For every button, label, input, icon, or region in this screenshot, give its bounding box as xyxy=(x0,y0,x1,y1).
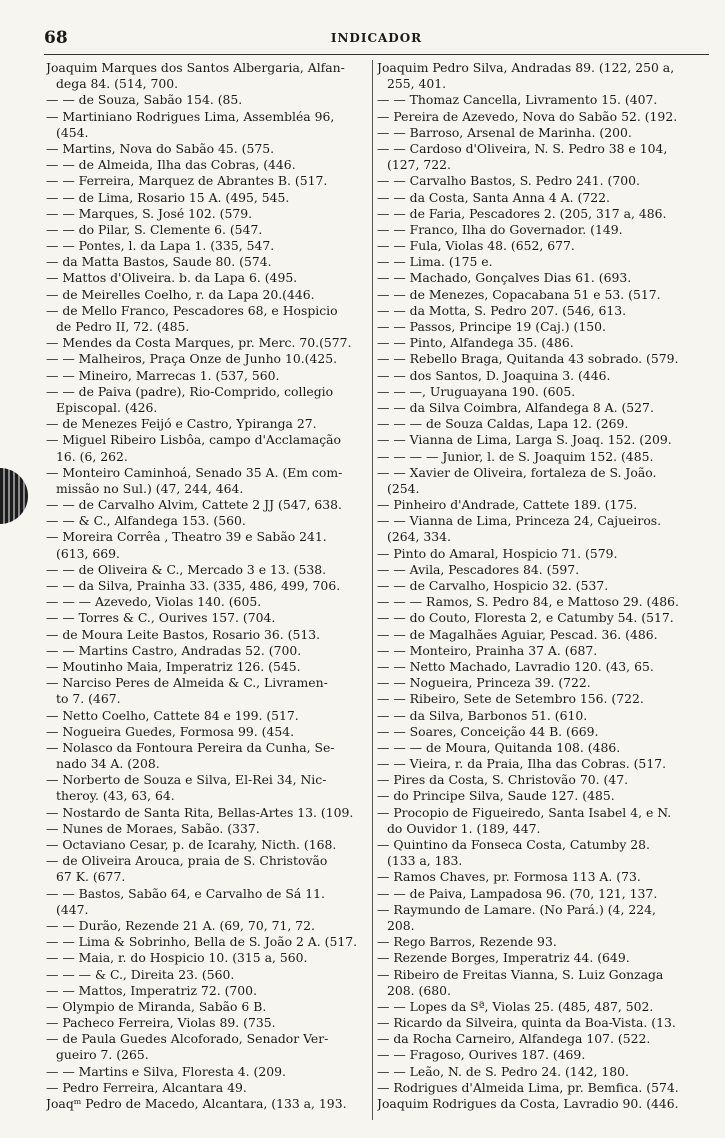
directory-entry-line: — Martins, Nova do Sabão 45. (575. xyxy=(46,140,275,156)
directory-entry-line: — Miguel Ribeiro Lisbôa, campo d'Acclamação xyxy=(46,432,342,448)
directory-entry-line: — Netto Coelho, Cattete 84 e 199. (517. xyxy=(46,707,299,723)
directory-entry-line: (454. xyxy=(56,124,89,140)
directory-entry-line: — Mattos d'Oliveira. b. da Lapa 6. (495. xyxy=(46,270,298,286)
directory-entry-line: — Narciso Peres de Almeida & C., Livramen- xyxy=(46,675,328,691)
directory-entry-line: — — — de Souza Caldas, Lapa 12. (269. xyxy=(377,416,629,432)
directory-entry-line: — Pinto do Amaral, Hospicio 71. (579. xyxy=(377,545,618,561)
directory-entry-line: 67 K. (677. xyxy=(56,869,126,885)
directory-entry-line: do Ouvidor 1. (189, 447. xyxy=(387,820,541,836)
directory-entry-line: — Ramos Chaves, pr. Formosa 113 A. (73. xyxy=(377,869,641,885)
directory-entry-line: — — Vianna de Lima, Larga S. Joaq. 152. (209. xyxy=(377,432,672,448)
directory-entry-line: nado 34 A. (208. xyxy=(56,756,160,772)
directory-entry-line: — de Oliveira Arouca, praia de S. Christovão xyxy=(46,853,328,869)
directory-entry-line: Joaquim Marques dos Santos Albergaria, Alfan- xyxy=(46,60,345,75)
running-title: INDICADOR xyxy=(330,31,423,45)
directory-entry-line: — Nolasco da Fontoura Pereira da Cunha, Se- xyxy=(46,739,335,755)
directory-entry-line: — — dos Santos, D. Joaquina 3. (446. xyxy=(377,367,611,383)
directory-entry-line: — — de Souza, Sabão 154. (85. xyxy=(46,92,243,108)
directory-entry-line: — Pereira de Azevedo, Nova do Sabão 52. (192. xyxy=(377,108,678,124)
directory-entry-line: de Pedro II, 72. (485. xyxy=(56,319,190,334)
directory-entry-line: — — de Almeida, Ilha das Cobras, (446. xyxy=(46,157,296,173)
directory-entry-line: — — da Silva Coimbra, Alfandega 8 A. (527. xyxy=(377,399,654,415)
page-header xyxy=(44,28,709,50)
directory-entry-line: — — de Magalhães Aguiar, Pescad. 36. (486. xyxy=(377,626,658,642)
page-number: 68 xyxy=(44,28,68,48)
directory-entry-line: — — de Paiva, Lampadosa 96. (70, 121, 137. xyxy=(377,885,658,901)
directory-entry-line: — Pires da Costa, S. Christovão 70. (47. xyxy=(377,772,629,788)
directory-entry-line: — — Netto Machado, Lavradio 120. (43, 65. xyxy=(377,658,654,674)
directory-entry-line: — — Fragoso, Ourives 187. (469. xyxy=(377,1047,586,1063)
directory-entry-line: (133 a, 183. xyxy=(387,853,463,869)
directory-entry-line: — — de Carvalho Alvim, Cattete 2 JJ (547, 638. xyxy=(46,497,342,513)
directory-entry-line: — — Mattos, Imperatriz 72. (700. xyxy=(46,982,258,998)
directory-entry-line: — Quintino da Fonseca Costa, Catumby 28. xyxy=(377,837,650,852)
directory-entry-line: — — de Lima, Rosario 15 A. (495, 545. xyxy=(46,189,290,205)
directory-entry-line: — — do Couto, Floresta 2, e Catumby 54. (517. xyxy=(377,610,674,626)
directory-entry-line: — — Ferreira, Marquez de Abrantes B. (517. xyxy=(46,173,328,189)
directory-entry-line: — — Avila, Pescadores 84. (597. xyxy=(377,561,580,577)
directory-entry-line: — — Ribeiro, Sete de Setembro 156. (722. xyxy=(377,691,644,707)
directory-entry-line: — — Machado, Gonçalves Dias 61. (693. xyxy=(377,270,632,286)
directory-entry-line: (127, 722. xyxy=(387,157,451,173)
directory-entry-line: — — da Silva, Barbonos 51. (610. xyxy=(377,707,588,723)
directory-entry-line: — Ricardo da Silveira, quinta da Boa-Vista. (13. xyxy=(377,1015,676,1031)
directory-entry-line: — Nunes de Moraes, Sabão. (337. xyxy=(46,820,260,836)
directory-entry-line: — — Marques, S. José 102. (579. xyxy=(46,205,253,221)
directory-entry-line: — Ribeiro de Freitas Vianna, S. Luiz Gonzaga xyxy=(377,966,664,982)
directory-entry-line: — — de Oliveira & C., Mercado 3 e 13. (538. xyxy=(46,561,327,577)
directory-entry-line: (447. xyxy=(56,901,89,917)
directory-entry-line: — — Franco, Ilha do Governador. (149. xyxy=(377,221,623,237)
directory-entry-line: — do Principe Silva, Saude 127. (485. xyxy=(377,788,615,804)
directory-entry-line: — — de Paiva (padre), Rio-Comprido, collegio xyxy=(46,383,334,399)
directory-entry-line: to 7. (467. xyxy=(56,691,121,707)
directory-entry-line: (254. xyxy=(387,480,420,496)
directory-entry-line: — — Martins e Silva, Floresta 4. (209. xyxy=(46,1063,286,1079)
directory-entry-line: — — Passos, Principe 19 (Caj.) (150. xyxy=(377,319,606,334)
directory-entry-line: dega 84. (514, 700. xyxy=(56,76,179,92)
directory-entry-line: — — — Ramos, S. Pedro 84, e Mattoso 29. (486. xyxy=(377,594,679,610)
directory-entry-line: — — Barroso, Arsenal de Marinha. (200. xyxy=(377,124,632,140)
directory-entry-line: — — Pontes, l. da Lapa 1. (335, 547. xyxy=(46,238,275,254)
directory-entry-line: — Moutinho Maia, Imperatriz 126. (545. xyxy=(46,658,301,674)
directory-entry-line: — — Lima. (175 e. xyxy=(377,254,493,270)
directory-entry-line: — — Bastos, Sabão 64, e Carvalho de Sá 11. xyxy=(46,885,325,901)
directory-entry-line: — de Mello Franco, Pescadores 68, e Hospicio xyxy=(46,302,338,318)
column-divider xyxy=(372,60,373,1120)
directory-entry-line: — Pinheiro d'Andrade, Cattete 189. (175. xyxy=(377,497,638,513)
directory-entry-line: — da Matta Bastos, Saude 80. (574. xyxy=(46,254,272,270)
directory-entry-line: — — de Faria, Pescadores 2. (205, 317 a, 486. xyxy=(377,205,667,221)
directory-entry-line: 16. (6, 262. xyxy=(56,448,128,464)
directory-entry-line: missão no Sul.) (47, 244, 464. xyxy=(56,480,244,496)
directory-entry-line: — de Menezes Feijó e Castro, Ypiranga 27. xyxy=(46,416,317,432)
directory-entry-line: — Nogueira Guedes, Formosa 99. (454. xyxy=(46,723,295,739)
directory-entry-line: — — — & C., Direita 23. (560. xyxy=(46,966,235,982)
directory-entry-line: — — Mineiro, Marrecas 1. (537, 560. xyxy=(46,367,280,383)
directory-entry-line: — — Thomaz Cancella, Livramento 15. (407. xyxy=(377,92,658,108)
directory-entry-line: Joaquim Rodrigues da Costa, Lavradio 90. (446. xyxy=(377,1096,679,1111)
directory-entry-line: — — Soares, Conceição 44 B. (669. xyxy=(377,723,599,739)
left-column xyxy=(46,60,372,1112)
directory-entry-line: — — Fula, Violas 48. (652, 677. xyxy=(377,238,575,254)
directory-entry-line: — — Pinto, Alfandega 35. (486. xyxy=(377,335,574,351)
directory-entry-line: 208. xyxy=(387,917,415,933)
directory-entry-line: Episcopal. (426. xyxy=(56,399,158,415)
directory-entry-line: — — Nogueira, Princeza 39. (722. xyxy=(377,675,591,691)
directory-entry-line: — Moreira Corrêa , Theatro 39 e Sabão 241. xyxy=(46,529,327,545)
directory-entry-line: — Olympio de Miranda, Sabão 6 B. xyxy=(46,998,267,1014)
directory-entry-line: — — Lopes da Sª, Violas 25. (485, 487, 502. xyxy=(377,998,654,1014)
directory-entry-line: — Norberto de Souza e Silva, El-Rei 34, Nic- xyxy=(46,772,327,788)
directory-entry-line: — — Maia, r. do Hospicio 10. (315 a, 560. xyxy=(46,950,308,966)
directory-entry-line: — — da Motta, S. Pedro 207. (546, 613. xyxy=(377,302,627,318)
directory-entry-line: — — do Pilar, S. Clemente 6. (547. xyxy=(46,221,263,237)
directory-entry-line: — — Torres & C., Ourives 157. (704. xyxy=(46,610,276,626)
right-column xyxy=(377,60,709,1112)
directory-entry-line: 208. (680. xyxy=(387,982,451,998)
directory-entry-line: — — — Azevedo, Violas 140. (605. xyxy=(46,594,262,610)
directory-entry-line: — — Cardoso d'Oliveira, N. S. Pedro 38 e 104, xyxy=(377,140,668,156)
directory-entry-line: — de Meirelles Coelho, r. da Lapa 20.(446. xyxy=(46,286,315,302)
directory-entry-line: — Rego Barros, Rezende 93. xyxy=(377,934,557,950)
directory-entry-line: — — Martins Castro, Andradas 52. (700. xyxy=(46,642,302,658)
directory-entry-line: gueiro 7. (265. xyxy=(56,1047,149,1063)
directory-entry-line: — da Rocha Carneiro, Alfandega 107. (522. xyxy=(377,1031,651,1047)
directory-entry-line: — Raymundo de Lamare. (No Pará.) (4, 224, xyxy=(377,901,656,917)
directory-entry-line: — — Carvalho Bastos, S. Pedro 241. (700. xyxy=(377,173,640,189)
directory-entry-line: — — —, Uruguayana 190. (605. xyxy=(377,383,576,399)
directory-entry-line: (264, 334. xyxy=(387,529,451,545)
directory-entry-line: theroy. (43, 63, 64. xyxy=(56,788,175,804)
directory-entry-line: — Pacheco Ferreira, Violas 89. (735. xyxy=(46,1015,276,1031)
header-rule xyxy=(44,54,709,55)
directory-entry-line: — Rezende Borges, Imperatriz 44. (649. xyxy=(377,950,630,966)
directory-entry-line: — — Lima & Sobrinho, Bella de S. João 2 A. (517. xyxy=(46,934,358,950)
directory-entry-line: — Rodrigues d'Almeida Lima, pr. Bemfica. (574. xyxy=(377,1079,679,1095)
directory-entry-line: — Procopio de Figueiredo, Santa Isabel 4, e N. xyxy=(377,804,672,820)
directory-entry-line: — — Leão, N. de S. Pedro 24. (142, 180. xyxy=(377,1063,629,1079)
directory-entry-line: — — de Menezes, Copacabana 51 e 53. (517. xyxy=(377,286,661,302)
directory-entry-line: — de Moura Leite Bastos, Rosario 36. (513. xyxy=(46,626,321,642)
directory-entry-line: (613, 669. xyxy=(56,545,120,561)
directory-entry-line: — — Vianna de Lima, Princeza 24, Cajueiros. xyxy=(377,513,662,529)
directory-entry-line: — Octaviano Cesar, p. de Icarahy, Nicth. (168. xyxy=(46,837,337,852)
directory-entry-line: Joaquim Pedro Silva, Andradas 89. (122, 250 a, xyxy=(377,60,675,75)
directory-entry-line: — Martiniano Rodrigues Lima, Assembléa 96, xyxy=(46,108,335,124)
directory-entry-line: — Nostardo de Santa Rita, Bellas-Artes 13. (109. xyxy=(46,804,354,820)
directory-entry-line: — Pedro Ferreira, Alcantara 49. xyxy=(46,1079,247,1095)
directory-entry-line: — — Xavier de Oliveira, fortaleza de S. João. xyxy=(377,464,657,480)
directory-entry-line: — de Paula Guedes Alcoforado, Senador Ver- xyxy=(46,1031,329,1047)
directory-entry-line: — — Durão, Rezende 21 A. (69, 70, 71, 72. xyxy=(46,917,315,933)
directory-entry-line: — — — de Moura, Quitanda 108. (486. xyxy=(377,739,621,755)
directory-entry-line: — — Malheiros, Praça Onze de Junho 10.(425. xyxy=(46,351,338,367)
directory-entry-line: — — & C., Alfandega 153. (560. xyxy=(46,513,246,529)
directory-entry-line: — — Rebello Braga, Quitanda 43 sobrado. (579. xyxy=(377,351,679,367)
directory-entry-line: — — da Silva, Prainha 33. (335, 486, 499, 706. xyxy=(46,578,341,593)
directory-entry-line: — Monteiro Caminhoá, Senado 35 A. (Em com- xyxy=(46,464,343,480)
directory-entry-line: Joaqᵐ Pedro de Macedo, Alcantara, (133 a, 193. xyxy=(46,1096,347,1111)
binding-stain xyxy=(0,468,28,524)
directory-entry-line: — — — — Junior, l. de S. Joaquim 152. (485. xyxy=(377,448,654,464)
directory-entry-line: — — da Costa, Santa Anna 4 A. (722. xyxy=(377,189,610,205)
directory-entry-line: — Mendes da Costa Marques, pr. Merc. 70.(577. xyxy=(46,335,352,351)
directory-entry-line: — — Vieira, r. da Praia, Ilha das Cobras. (517. xyxy=(377,756,667,772)
directory-entry-line: 255, 401. xyxy=(387,76,447,92)
directory-entry-line: — — Monteiro, Prainha 37 A. (687. xyxy=(377,642,598,658)
directory-entry-line: — — de Carvalho, Hospicio 32. (537. xyxy=(377,578,609,593)
